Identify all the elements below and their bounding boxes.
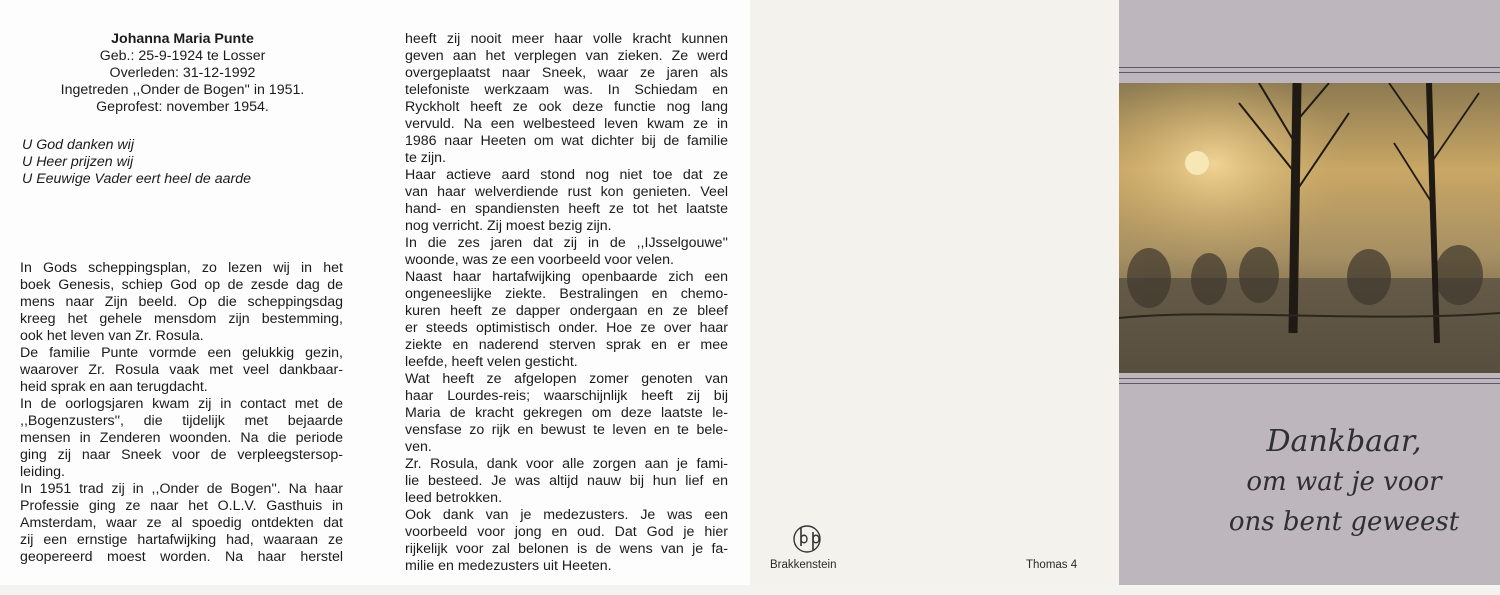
text-line: overgeplaatst naar Sneek, waar ze jaren als — [405, 65, 728, 81]
text-line: ven. — [405, 439, 432, 455]
text-line: van haar welverdiende rust kon genieten. Veel — [405, 184, 728, 200]
text-line: kreeg het gehele mensdom zijn bestemming, — [20, 311, 343, 327]
text-line: In 1951 trad zij in ,,Onder de Bogen''. Na haar — [20, 481, 343, 497]
text-line: De familie Punte vormde een gelukkig gezin, — [20, 345, 343, 361]
script-line: om wat je voor — [1246, 467, 1442, 497]
text-line: mens naar Zijn beeld. Op die scheppingsdag — [20, 294, 343, 310]
header-block — [20, 31, 345, 116]
text-line: er steeds optimistisch onder. Hoe ze over haar — [405, 320, 728, 336]
text-line: rijkelijk voor zal belonen is de wens van je fa- — [405, 541, 728, 557]
text-line: ,,Bogenzusters'', die tijdelijk met bejaarde — [20, 413, 343, 429]
publisher-label: Brakkenstein — [770, 559, 837, 571]
text-line: haar Lourdes-reis; waarschijnlijk heeft zij bij — [405, 388, 728, 404]
text-line: telefoniste werkzaam was. In Schiedam en — [405, 82, 728, 98]
text-line: leed betrokken. — [405, 490, 503, 506]
text-line: Amsterdam, waar ze al spoedig ontdekten dat — [20, 515, 343, 531]
deceased-name: Johanna Maria Punte — [111, 31, 254, 47]
text-line: In Gods scheppingsplan, zo lezen wij in het — [20, 260, 343, 276]
back-cover — [750, 0, 1119, 585]
top-rule — [1119, 67, 1500, 68]
bottom-rule — [1119, 378, 1500, 379]
text-line: ziekte en naderend sterven sprak en er mee — [405, 337, 728, 353]
text-line: Haar actieve aard stond nog niet toe dat ze — [405, 167, 728, 183]
text-line: zij een ernstige hartafwijking had, waaraan ze — [20, 532, 343, 548]
entered-line: Ingetreden ,,Onder de Bogen'' in 1951. — [60, 82, 305, 98]
text-line: nog verricht. Zij moest bezig zijn. — [405, 218, 612, 234]
text-line: kuren heeft ze dapper ondergaan en ze bleef — [405, 303, 728, 319]
middle-page — [375, 0, 750, 585]
text-line: waarover Zr. Rosula vaak met veel dankbaar- — [20, 362, 343, 378]
text-line: te zijn. — [405, 150, 447, 166]
text-line: ook het leven van Zr. Rosula. — [20, 328, 204, 344]
text-line: Zr. Rosula, dank voor alle zorgen aan je fami- — [405, 456, 728, 472]
text-line: boek Genesis, schiep God op de zesde dag de — [20, 277, 343, 293]
prayer-line: U God danken wij — [22, 137, 134, 153]
prayer-line: U Heer prijzen wij — [22, 154, 134, 170]
text-line: Wat heeft ze afgelopen zomer genoten van — [405, 371, 728, 387]
text-line: mensen in Zenderen woonden. Na die periode — [20, 430, 343, 446]
front-cover — [1119, 0, 1500, 585]
text-line: geopereerd moest worden. Na haar herstel — [20, 549, 343, 565]
text-line: Naast haar hartafwijking openbaarde zich een — [405, 269, 728, 285]
text-line: heid sprak en aan terugdacht. — [20, 379, 208, 395]
text-line: ging zij naar Sneek voor de verpleegstersop- — [20, 447, 343, 463]
text-line: leefde, heeft velen gesticht. — [405, 354, 578, 370]
brakkenstein-logo-icon — [790, 522, 824, 554]
text-line: 1986 naar Heeten om wat dichter bij de familie — [405, 133, 728, 149]
text-line: Professie ging ze naar het O.L.V. Gasthuis in — [20, 498, 343, 514]
page-edge — [0, 585, 1500, 595]
text-line: vensfase zo rijk en bewust te leven en te bele- — [405, 422, 728, 438]
biography-text-part1 — [20, 260, 343, 566]
prayer-verse — [22, 137, 251, 188]
left-page — [0, 0, 375, 585]
text-line: heeft zij nooit meer haar volle kracht kunnen — [405, 31, 728, 47]
text-line: woonde, was ze een voorbeeld voor velen. — [405, 252, 674, 268]
text-line: geven aan het verplegen van zieken. Ze werd — [405, 48, 728, 64]
text-line: Maria de kracht gekregen om deze laatste le- — [405, 405, 728, 421]
text-line: Ook dank van je medezusters. Je was een — [405, 507, 728, 523]
script-line: Dankbaar, — [1266, 424, 1422, 459]
sunset-trees-photo — [1119, 83, 1500, 373]
bottom-rule — [1119, 383, 1500, 384]
text-line: milie en medezusters uit Heeten. — [405, 558, 612, 574]
text-line: ongeneeslijke ziekte. Bestralingen en chemo- — [405, 286, 728, 302]
text-line: vervuld. Na een welbesteed leven kwam ze in — [405, 116, 728, 132]
text-line: hand- en spandiensten heeft ze tot het laatste — [405, 201, 728, 217]
script-line: ons bent geweest — [1228, 507, 1460, 537]
text-line: Ryckholt heeft ze ook deze functie nog lang — [405, 99, 728, 115]
text-line: In die zes jaren dat zij in de ,,IJsselgouwe'' — [405, 235, 728, 251]
biography-text-part2 — [405, 31, 728, 575]
professed-line: Geprofest: november 1954. — [96, 99, 269, 115]
death-line: Overleden: 31-12-1992 — [109, 65, 256, 81]
text-line: lie besteed. Je was altijd nauw bij hun lief en — [405, 473, 728, 489]
prayer-line: U Eeuwige Vader eert heel de aarde — [22, 171, 251, 187]
dedication-script — [1199, 422, 1489, 542]
top-rule — [1119, 72, 1500, 73]
text-line: In de oorlogsjaren kwam zij in contact met de — [20, 396, 343, 412]
card-code-label: Thomas 4 — [1026, 559, 1078, 571]
birth-line: Geb.: 25-9-1924 te Losser — [99, 48, 266, 64]
text-line: leiding. — [20, 464, 65, 480]
text-line: voorbeeld voor jong en oud. Dat God je hier — [405, 524, 728, 540]
